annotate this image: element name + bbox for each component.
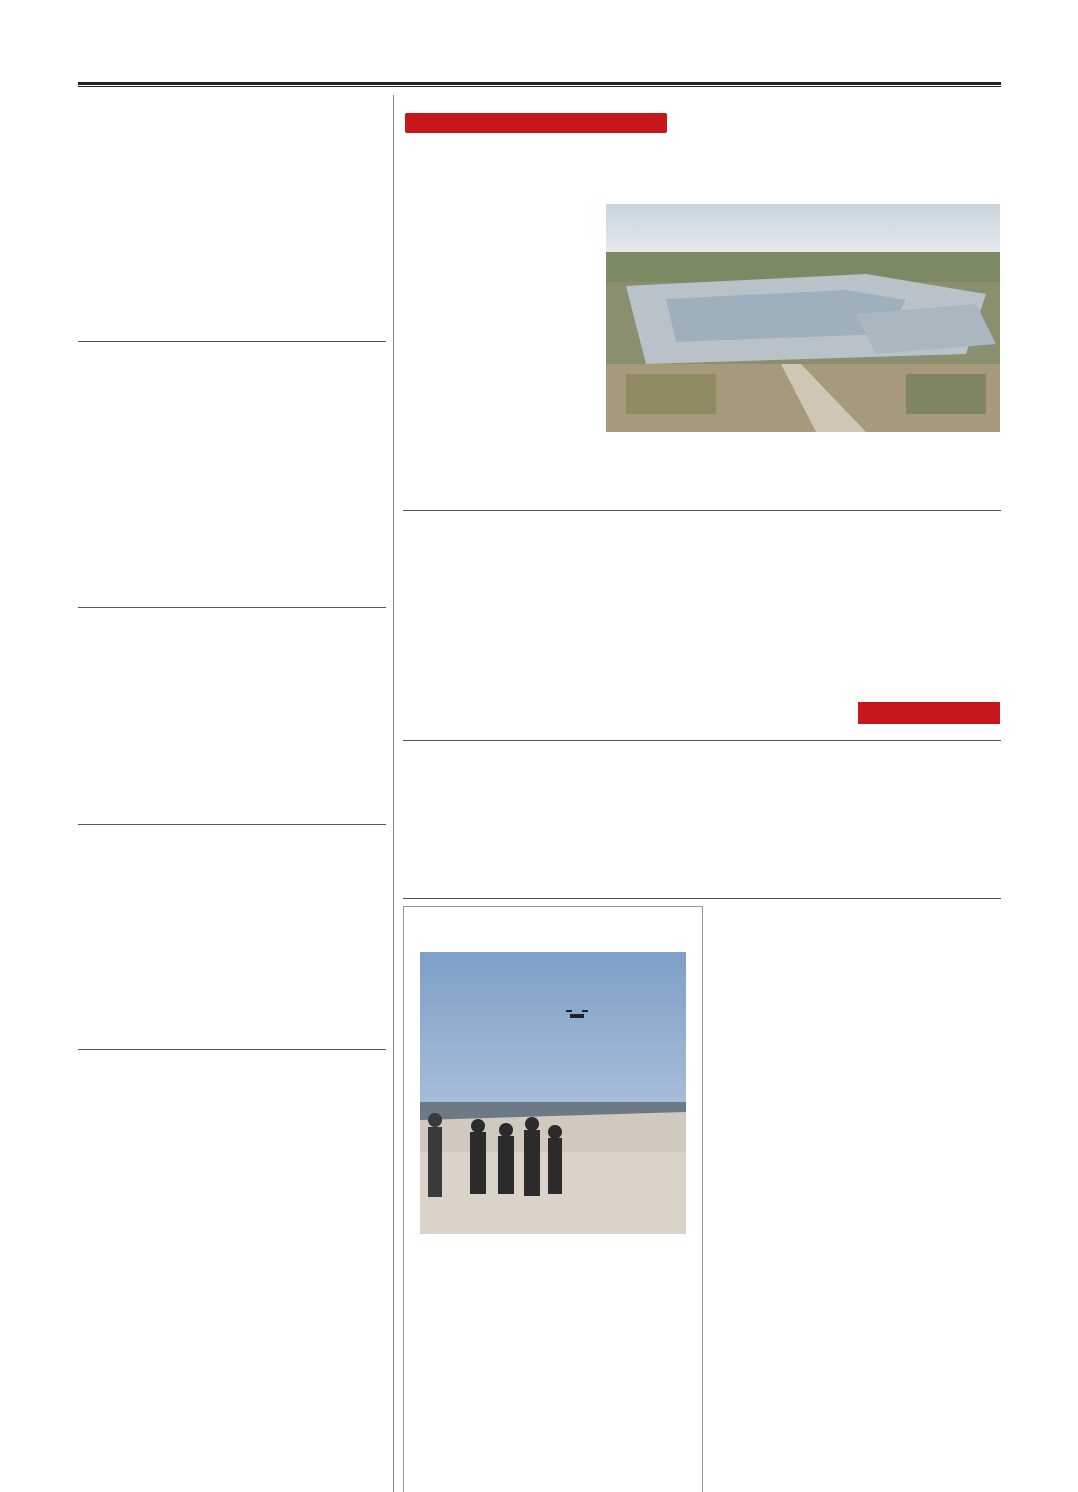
- article-divider: [403, 740, 1001, 741]
- article-divider: [78, 1049, 386, 1050]
- article-body: [858, 786, 1000, 870]
- article-body: [707, 786, 851, 906]
- drone-photo-image: [420, 952, 686, 1234]
- article-body: [606, 436, 798, 502]
- article-body: [858, 560, 1000, 684]
- article-body: [556, 1240, 686, 1492]
- article-body: [80, 392, 225, 580]
- article-divider: [78, 824, 386, 825]
- article-body: [232, 1102, 382, 1327]
- article-body: [556, 560, 700, 744]
- factory-photo-image: [606, 204, 1000, 432]
- article-body: [232, 392, 382, 580]
- article-body: [405, 560, 549, 744]
- article-body: [884, 910, 1000, 1492]
- column-divider: [393, 95, 394, 1492]
- interview-banner: [405, 113, 667, 133]
- integrity-campaign-badge: [858, 702, 1000, 724]
- factory-aerial-photo: [606, 204, 1000, 432]
- article-body: [80, 146, 225, 330]
- article-body: [556, 786, 700, 906]
- vertical-article-title: [716, 914, 760, 1492]
- article-body: [80, 688, 225, 810]
- header-rule-thin: [78, 86, 1001, 87]
- drone-training-photo: [420, 952, 686, 1234]
- article-body: [232, 688, 382, 810]
- article-divider: [78, 341, 386, 342]
- article-body: [405, 203, 597, 501]
- article-body: [232, 146, 382, 330]
- article-body: [707, 560, 851, 744]
- header-rule: [78, 82, 1001, 85]
- article-body: [420, 1240, 548, 1492]
- article-body: [232, 874, 382, 1032]
- article-body: [80, 1102, 225, 1340]
- article-body: [405, 786, 549, 906]
- article-divider: [403, 510, 1001, 511]
- article-divider: [403, 898, 1001, 899]
- article-body: [764, 910, 876, 1492]
- article-divider: [78, 607, 386, 608]
- article-body: [80, 874, 225, 1032]
- article-body: [806, 436, 1000, 496]
